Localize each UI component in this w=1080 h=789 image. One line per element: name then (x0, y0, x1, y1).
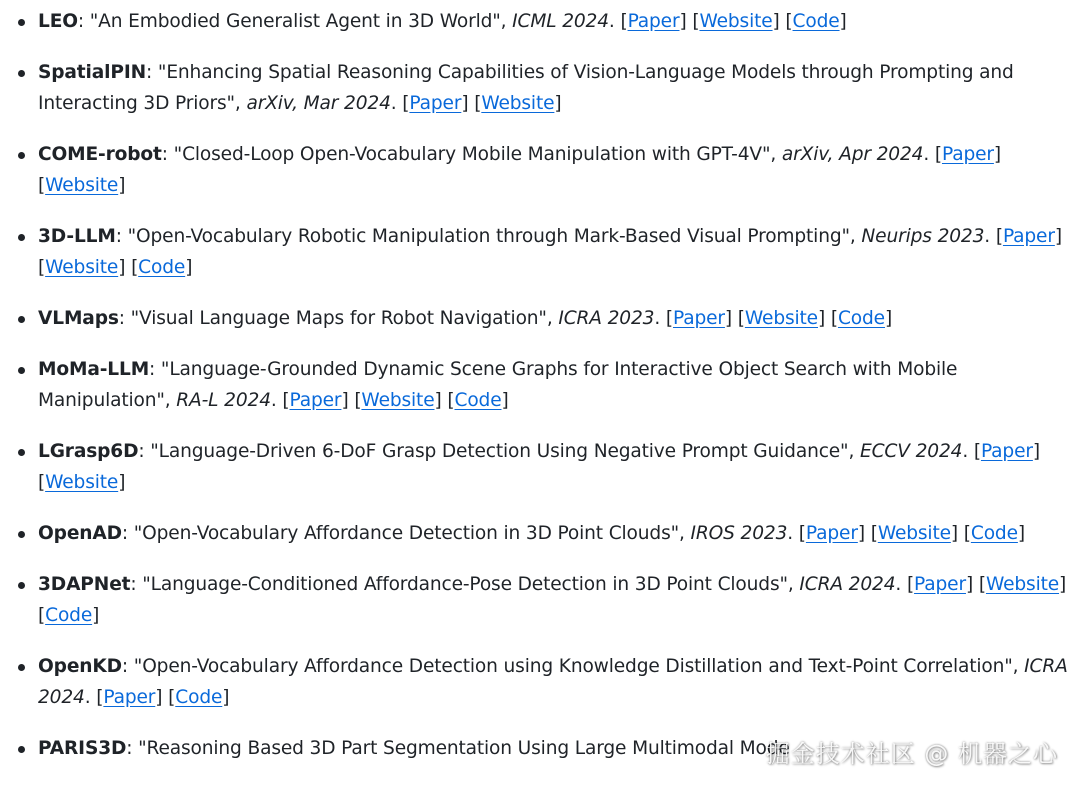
list-item: LEO: "An Embodied Generalist Agent in 3D World", ICML 2024. [Paper] [Website] [Code] (0, 6, 1070, 37)
paper-name: 3DAPNet (38, 574, 131, 595)
paper-title: "Language-Driven 6-DoF Grasp Detection Using Negative Prompt Guidance", (150, 441, 860, 462)
paper-venue: RA-L 2024 (176, 390, 271, 411)
paper-name: 3D-LLM (38, 226, 116, 247)
code-link[interactable]: Code (45, 605, 93, 626)
watermark: 掘金技术社区 @ 机器之心 (765, 740, 1058, 768)
paper-name: OpenKD (38, 656, 122, 677)
list-item: LGrasp6D: "Language-Driven 6-DoF Grasp Detection Using Negative Prompt Guidance", ECCV 2024. [Paper] [Website] (0, 436, 1070, 498)
website-link[interactable]: Website (361, 390, 435, 411)
list-item: OpenKD: "Open-Vocabulary Affordance Detection using Knowledge Distillation and Text-Point Correlation", ICRA 2024. [Paper] [Code] (0, 651, 1070, 713)
bullet-icon (18, 152, 25, 159)
paper-link[interactable]: Paper (941, 144, 994, 165)
paper-name: OpenAD (38, 523, 122, 544)
paper-title: "Open-Vocabulary Affordance Detection using Knowledge Distillation and Text-Point Correlation", (133, 656, 1025, 677)
paper-title: "Visual Language Maps for Robot Navigation", (130, 308, 559, 329)
list-item: MoMa-LLM: "Language-Grounded Dynamic Scene Graphs for Interactive Object Search with Mobile Manipulation", RA-L 2024. [Paper] [Website] [Code] (0, 354, 1070, 416)
list-item: OpenAD: "Open-Vocabulary Affordance Detection in 3D Point Clouds", IROS 2023. [Paper] [Website] [Code] (0, 518, 1070, 549)
paper-title: "Enhancing Spatial Reasoning Capabilities of Vision-Language Models through Prompting and Interacting 3D Priors", (38, 62, 1014, 114)
paper-link[interactable]: Paper (627, 11, 680, 32)
paper-title: "Closed-Loop Open-Vocabulary Mobile Manipulation with GPT-4V", (173, 144, 782, 165)
bullet-icon (18, 234, 25, 241)
paper-title: "Language-Conditioned Affordance-Pose Detection in 3D Point Clouds", (142, 574, 800, 595)
paper-link[interactable]: Paper (103, 687, 156, 708)
paper-venue: arXiv, Mar 2024 (246, 93, 391, 114)
paper-link[interactable]: Paper (805, 523, 858, 544)
paper-venue: ECCV 2024 (859, 441, 963, 462)
bullet-icon (18, 449, 25, 456)
list-item: PARIS3D: "Reasoning Based 3D Part Segmentation Using Large Multimodal Mode (0, 733, 1070, 764)
paper-name: MoMa-LLM (38, 359, 150, 380)
bullet-icon (18, 664, 25, 671)
bullet-icon (18, 70, 25, 77)
paper-venue: ICRA 2024 (799, 574, 896, 595)
paper-title: "Language-Grounded Dynamic Scene Graphs for Interactive Object Search with Mobile Manipulation", (38, 359, 958, 411)
website-link[interactable]: Website (985, 574, 1060, 595)
paper-venue: ICRA 2024 (38, 656, 1068, 708)
paper-link[interactable]: Paper (409, 93, 462, 114)
website-link[interactable]: Website (877, 523, 951, 544)
paper-link[interactable]: Paper (914, 574, 966, 595)
code-link[interactable]: Code (138, 257, 186, 278)
paper-title: "An Embodied Generalist Agent in 3D World", (89, 11, 513, 32)
paper-link[interactable]: Paper (980, 441, 1033, 462)
paper-venue: ICRA 2023 (558, 308, 655, 329)
code-link[interactable]: Code (454, 390, 502, 411)
bullet-icon (18, 367, 25, 374)
paper-name: SpatialPIN (38, 62, 147, 83)
code-link[interactable]: Code (837, 308, 885, 329)
paper-name: VLMaps (38, 308, 119, 329)
paper-venue: ICML 2024 (512, 11, 609, 32)
website-link[interactable]: Website (699, 11, 773, 32)
paper-link[interactable]: Paper (1002, 226, 1055, 247)
website-link[interactable]: Website (45, 257, 119, 278)
website-link[interactable]: Website (744, 308, 818, 329)
list-item: SpatialPIN: "Enhancing Spatial Reasoning Capabilities of Vision-Language Models through Prompting and Interacting 3D Priors", arXiv, Mar 2024. [Paper] [Website] (0, 57, 1070, 119)
paper-venue: arXiv, Apr 2024 (781, 144, 924, 165)
bullet-icon (18, 316, 25, 323)
bullet-icon (18, 746, 25, 753)
website-link[interactable]: Website (45, 175, 119, 196)
list-item: VLMaps: "Visual Language Maps for Robot Navigation", ICRA 2023. [Paper] [Website] [Code] (0, 303, 1070, 334)
bullet-icon (18, 582, 25, 589)
list-item: 3DAPNet: "Language-Conditioned Affordance-Pose Detection in 3D Point Clouds", ICRA 2024. [Paper] [Website] [Code] (0, 569, 1070, 631)
list-item: 3D-LLM: "Open-Vocabulary Robotic Manipulation through Mark-Based Visual Prompting", Neurips 2023. [Paper] [Website] [Code] (0, 221, 1070, 283)
paper-venue: Neurips 2023 (861, 226, 985, 247)
paper-name: LEO (38, 11, 78, 32)
paper-name: PARIS3D (38, 738, 127, 759)
bullet-icon (18, 531, 25, 538)
paper-venue: IROS 2023 (690, 523, 788, 544)
paper-name: COME-robot (38, 144, 162, 165)
paper-title: "Open-Vocabulary Affordance Detection in 3D Point Clouds", (133, 523, 691, 544)
bullet-icon (18, 19, 25, 26)
code-link[interactable]: Code (175, 687, 223, 708)
paper-title: "Reasoning Based 3D Part Segmentation Using Large Multimodal Mode (138, 738, 790, 759)
code-link[interactable]: Code (970, 523, 1018, 544)
list-item: COME-robot: "Closed-Loop Open-Vocabulary Mobile Manipulation with GPT-4V", arXiv, Apr 2024. [Paper] [Website] (0, 139, 1070, 201)
code-link[interactable]: Code (792, 11, 840, 32)
website-link[interactable]: Website (45, 472, 119, 493)
paper-list (0, 6, 1070, 784)
website-link[interactable]: Website (481, 93, 555, 114)
paper-title: "Open-Vocabulary Robotic Manipulation through Mark-Based Visual Prompting", (127, 226, 862, 247)
paper-link[interactable]: Paper (289, 390, 342, 411)
paper-name: LGrasp6D (38, 441, 139, 462)
paper-link[interactable]: Paper (673, 308, 725, 329)
